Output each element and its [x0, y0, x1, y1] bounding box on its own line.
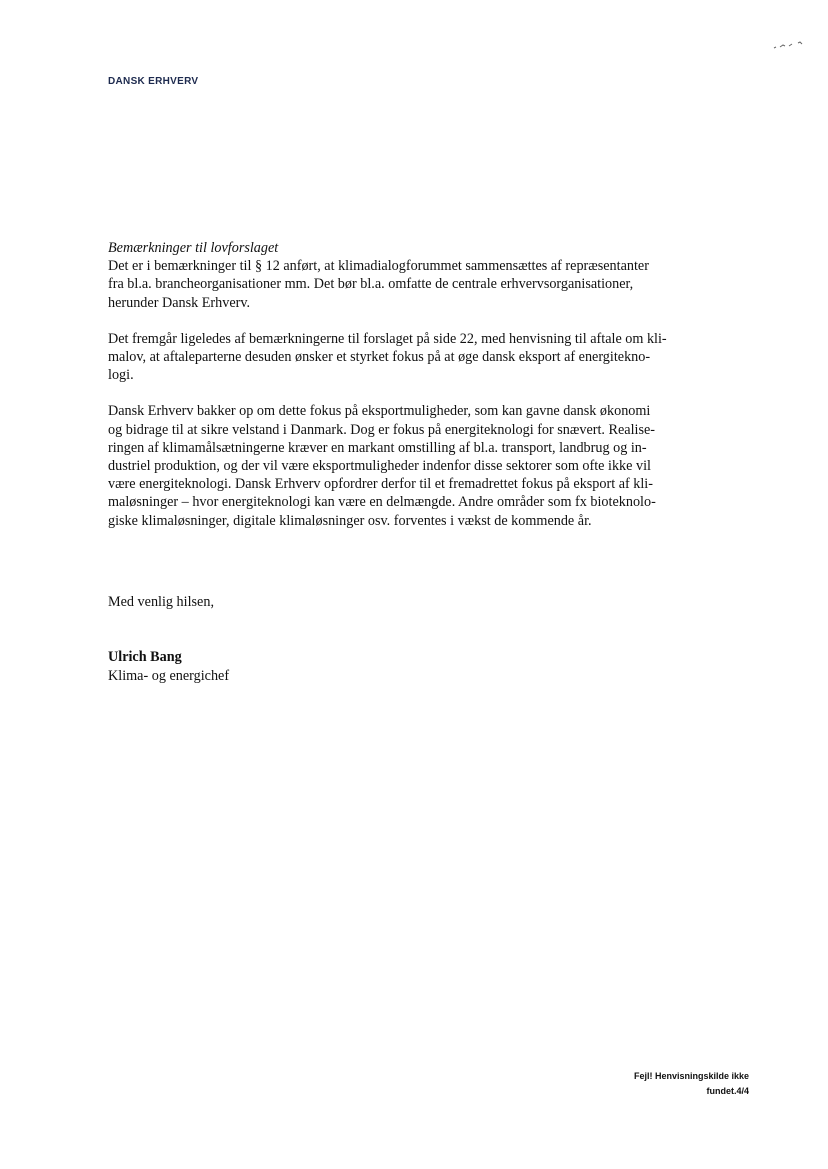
paragraph-line: malov, at aftaleparterne desuden ønsker et styrket fokus på at øge dansk eksport af energitekno- [108, 349, 651, 366]
paragraph-line: fra bl.a. brancheorganisationer mm. Det bør bl.a. omfatte de centrale erhvervsorganisationer, [108, 276, 634, 293]
paragraph-line: ringen af klimamålsætningerne kræver en markant omstilling af bl.a. transport, landbrug og in- [108, 439, 647, 456]
section-title: Bemærkninger til lovforslaget [108, 240, 279, 256]
paragraph-line: Det er i bemærkninger til § 12 anført, at klimadialogforummet sammensættes af repræsentanter [108, 258, 649, 275]
paragraph-1 [108, 257, 720, 312]
paragraph-line: logi. [108, 367, 134, 384]
paragraph-3 [108, 402, 720, 529]
paragraph-gap [108, 384, 720, 402]
paragraph-gap [108, 312, 720, 330]
footer-line: Fejl! Henvisningskilde ikke [633, 1071, 749, 1081]
organization-header: DANSK ERHVERV [108, 76, 199, 87]
closing-salutation: Med venlig hilsen, [108, 594, 214, 610]
signature-name: Ulrich Bang [108, 649, 182, 665]
scan-artifact-mark [772, 40, 806, 50]
paragraph-2 [108, 330, 720, 385]
paragraph-line: Det fremgår ligeledes af bemærkningerne til forslaget på side 22, med henvisning til aftale om kli- [108, 330, 667, 347]
paragraph-line: giske klimaløsninger, digitale klimaløsninger osv. forventes i vækst de kommende år. [108, 512, 592, 529]
signature-title: Klima- og energichef [108, 668, 230, 684]
paragraph-line: maløsninger – hvor energiteknologi kan være en delmængde. Andre områder som fx bioteknolo- [108, 494, 656, 511]
footer-line: fundet.4/4 [706, 1086, 749, 1096]
paragraph-line: være energiteknologi. Dansk Erhverv opfordrer derfor til et fremadrettet fokus på eksport af kli- [108, 476, 653, 493]
paragraph-line: dustriel produktion, og der vil være eksportmuligheder indenfor disse sektorer som ofte ikke vil [108, 458, 651, 475]
letter-body [108, 239, 720, 530]
paragraph-line: Dansk Erhverv bakker op om dette fokus på eksportmuligheder, som kan gavne dansk økonomi [108, 403, 651, 420]
footer-reference [634, 1069, 749, 1099]
paragraph-line: herunder Dansk Erhverv. [108, 294, 251, 311]
paragraph-line: og bidrage til at sikre velstand i Danmark. Dog er fokus på energiteknologi for snævert. Realise- [108, 421, 655, 438]
